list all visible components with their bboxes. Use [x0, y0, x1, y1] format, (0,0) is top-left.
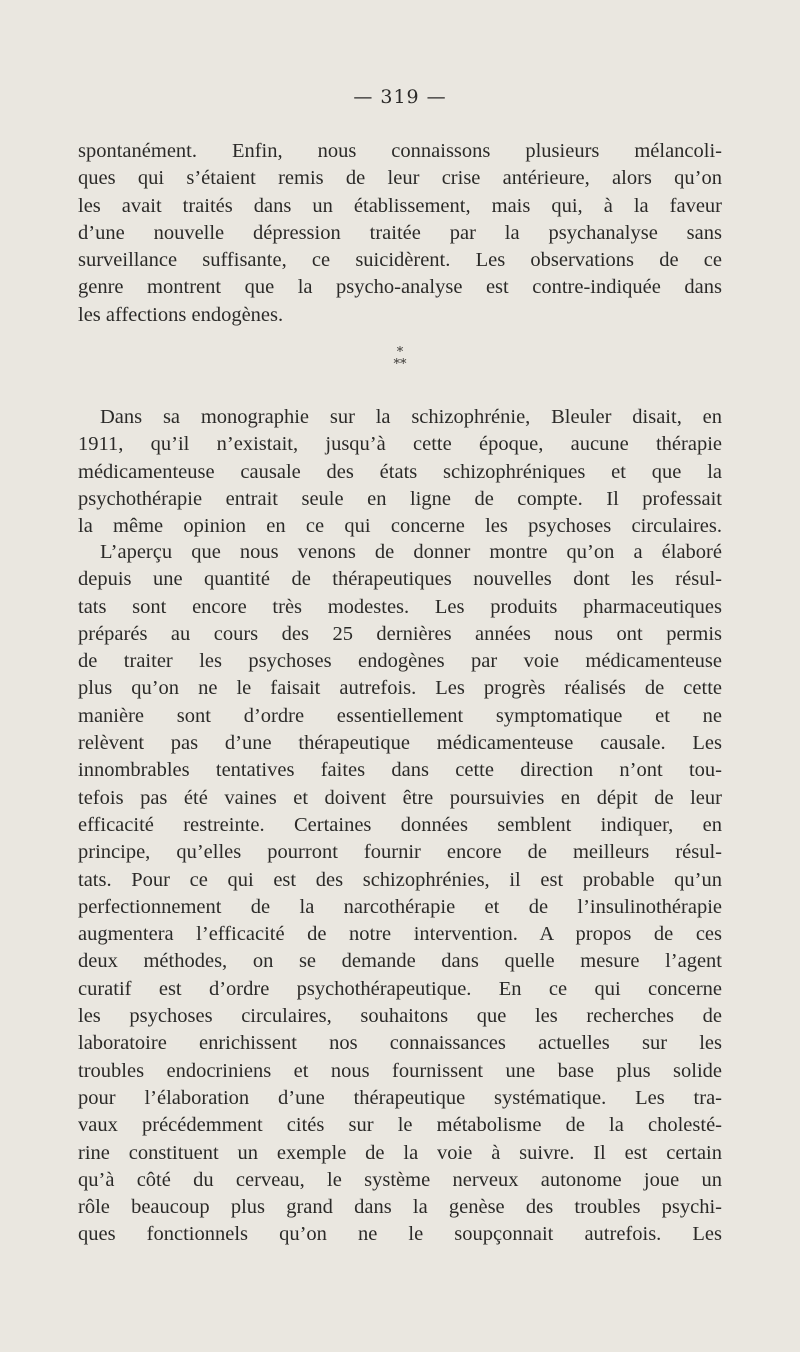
paragraph-2 — [78, 404, 722, 540]
text-line: les affections endogènes. — [78, 303, 284, 326]
page-number: — 319 — — [353, 86, 447, 108]
text-line: de traiter les psychoses endogènes par voie médicamenteuse — [78, 650, 722, 673]
text-line: ques qui s’étaient remis de leur crise antérieure, alors qu’on — [78, 167, 722, 190]
text-line: surveillance suffisante, ce suicidèrent. Les observations de ce — [78, 249, 722, 272]
text-line: innombrables tentatives faites dans cette direction n’ont tou- — [78, 759, 722, 782]
text-line: depuis une quantité de thérapeutiques nouvelles dont les résul- — [78, 568, 722, 591]
text-line: psychothérapie entrait seule en ligne de compte. Il professait — [78, 487, 722, 510]
text-line: plus qu’on ne le faisait autrefois. Les progrès réalisés de cette — [78, 677, 722, 700]
text-line: ques fonctionnels qu’on ne le soupçonnait autrefois. Les — [78, 1223, 722, 1246]
paragraph-3 — [78, 539, 722, 1249]
text-line: curatif est d’ordre psychothérapeutique. En ce qui concerne — [78, 977, 722, 1000]
text-line: L’aperçu que nous venons de donner montre qu’on a élaboré — [100, 541, 722, 563]
text-line: préparés au cours des 25 dernières années nous ont permis — [78, 622, 722, 645]
separator-asterisks-bottom: ** — [393, 357, 407, 372]
text-line: laboratoire enrichissent nos connaissances actuelles sur les — [78, 1032, 722, 1055]
text-line: tefois pas été vaines et doivent être poursuivies en dépit de leur — [78, 786, 722, 809]
section-separator — [0, 347, 800, 371]
text-line: qu’à côté du cerveau, le système nerveux autonome joue un — [78, 1168, 722, 1191]
paragraph-1 — [78, 138, 722, 329]
text-line: genre montrent que la psycho-analyse est contre-indiquée dans — [78, 276, 722, 299]
text-line: pour l’élaboration d’une thérapeutique systématique. Les tra- — [78, 1086, 722, 1109]
text-line: tats sont encore très modestes. Les produits pharmaceutiques — [78, 595, 722, 618]
text-line: troubles endocriniens et nous fournissent une base plus solide — [78, 1059, 722, 1082]
text-line: 1911, qu’il n’existait, jusqu’à cette époque, aucune thérapie — [78, 433, 722, 456]
text-line: principe, qu’elles pourront fournir encore de meilleurs résul- — [78, 841, 722, 864]
text-line: rôle beaucoup plus grand dans la genèse des troubles psychi- — [78, 1196, 722, 1219]
text-line: perfectionnement de la narcothérapie et de l’insulinothérapie — [78, 895, 722, 918]
text-line: efficacité restreinte. Certaines données semblent indiquer, en — [78, 813, 722, 836]
text-line: tats. Pour ce qui est des schizophrénies, il est probable qu’un — [78, 868, 722, 891]
text-line: deux méthodes, on se demande dans quelle mesure l’agent — [78, 950, 722, 973]
text-line: d’une nouvelle dépression traitée par la psychanalyse sans — [78, 221, 722, 244]
separator-asterisk-top: * — [396, 345, 404, 360]
text-line: manière sont d’ordre essentiellement symptomatique et ne — [78, 704, 722, 727]
text-line: les psychoses circulaires, souhaitons que les recherches de — [78, 1005, 722, 1028]
text-line: spontanément. Enfin, nous connaissons plusieurs mélancoli- — [78, 140, 722, 162]
text-line: rine constituent un exemple de la voie à suivre. Il est certain — [78, 1141, 722, 1164]
text-line: médicamenteuse causale des états schizophréniques et que la — [78, 460, 722, 483]
text-line: relèvent pas d’une thérapeutique médicamenteuse causale. Les — [78, 732, 722, 755]
text-line: la même opinion en ce qui concerne les psychoses circulaires. — [78, 515, 722, 538]
text-line: vaux précédemment cités sur le métabolisme de la cholesté- — [78, 1114, 722, 1137]
text-line: Dans sa monographie sur la schizophrénie, Bleuler disait, en — [100, 406, 722, 428]
text-line: augmentera l’efficacité de notre intervention. A propos de ces — [78, 923, 722, 946]
text-line: les avait traités dans un établissement, mais qui, à la faveur — [78, 194, 722, 217]
